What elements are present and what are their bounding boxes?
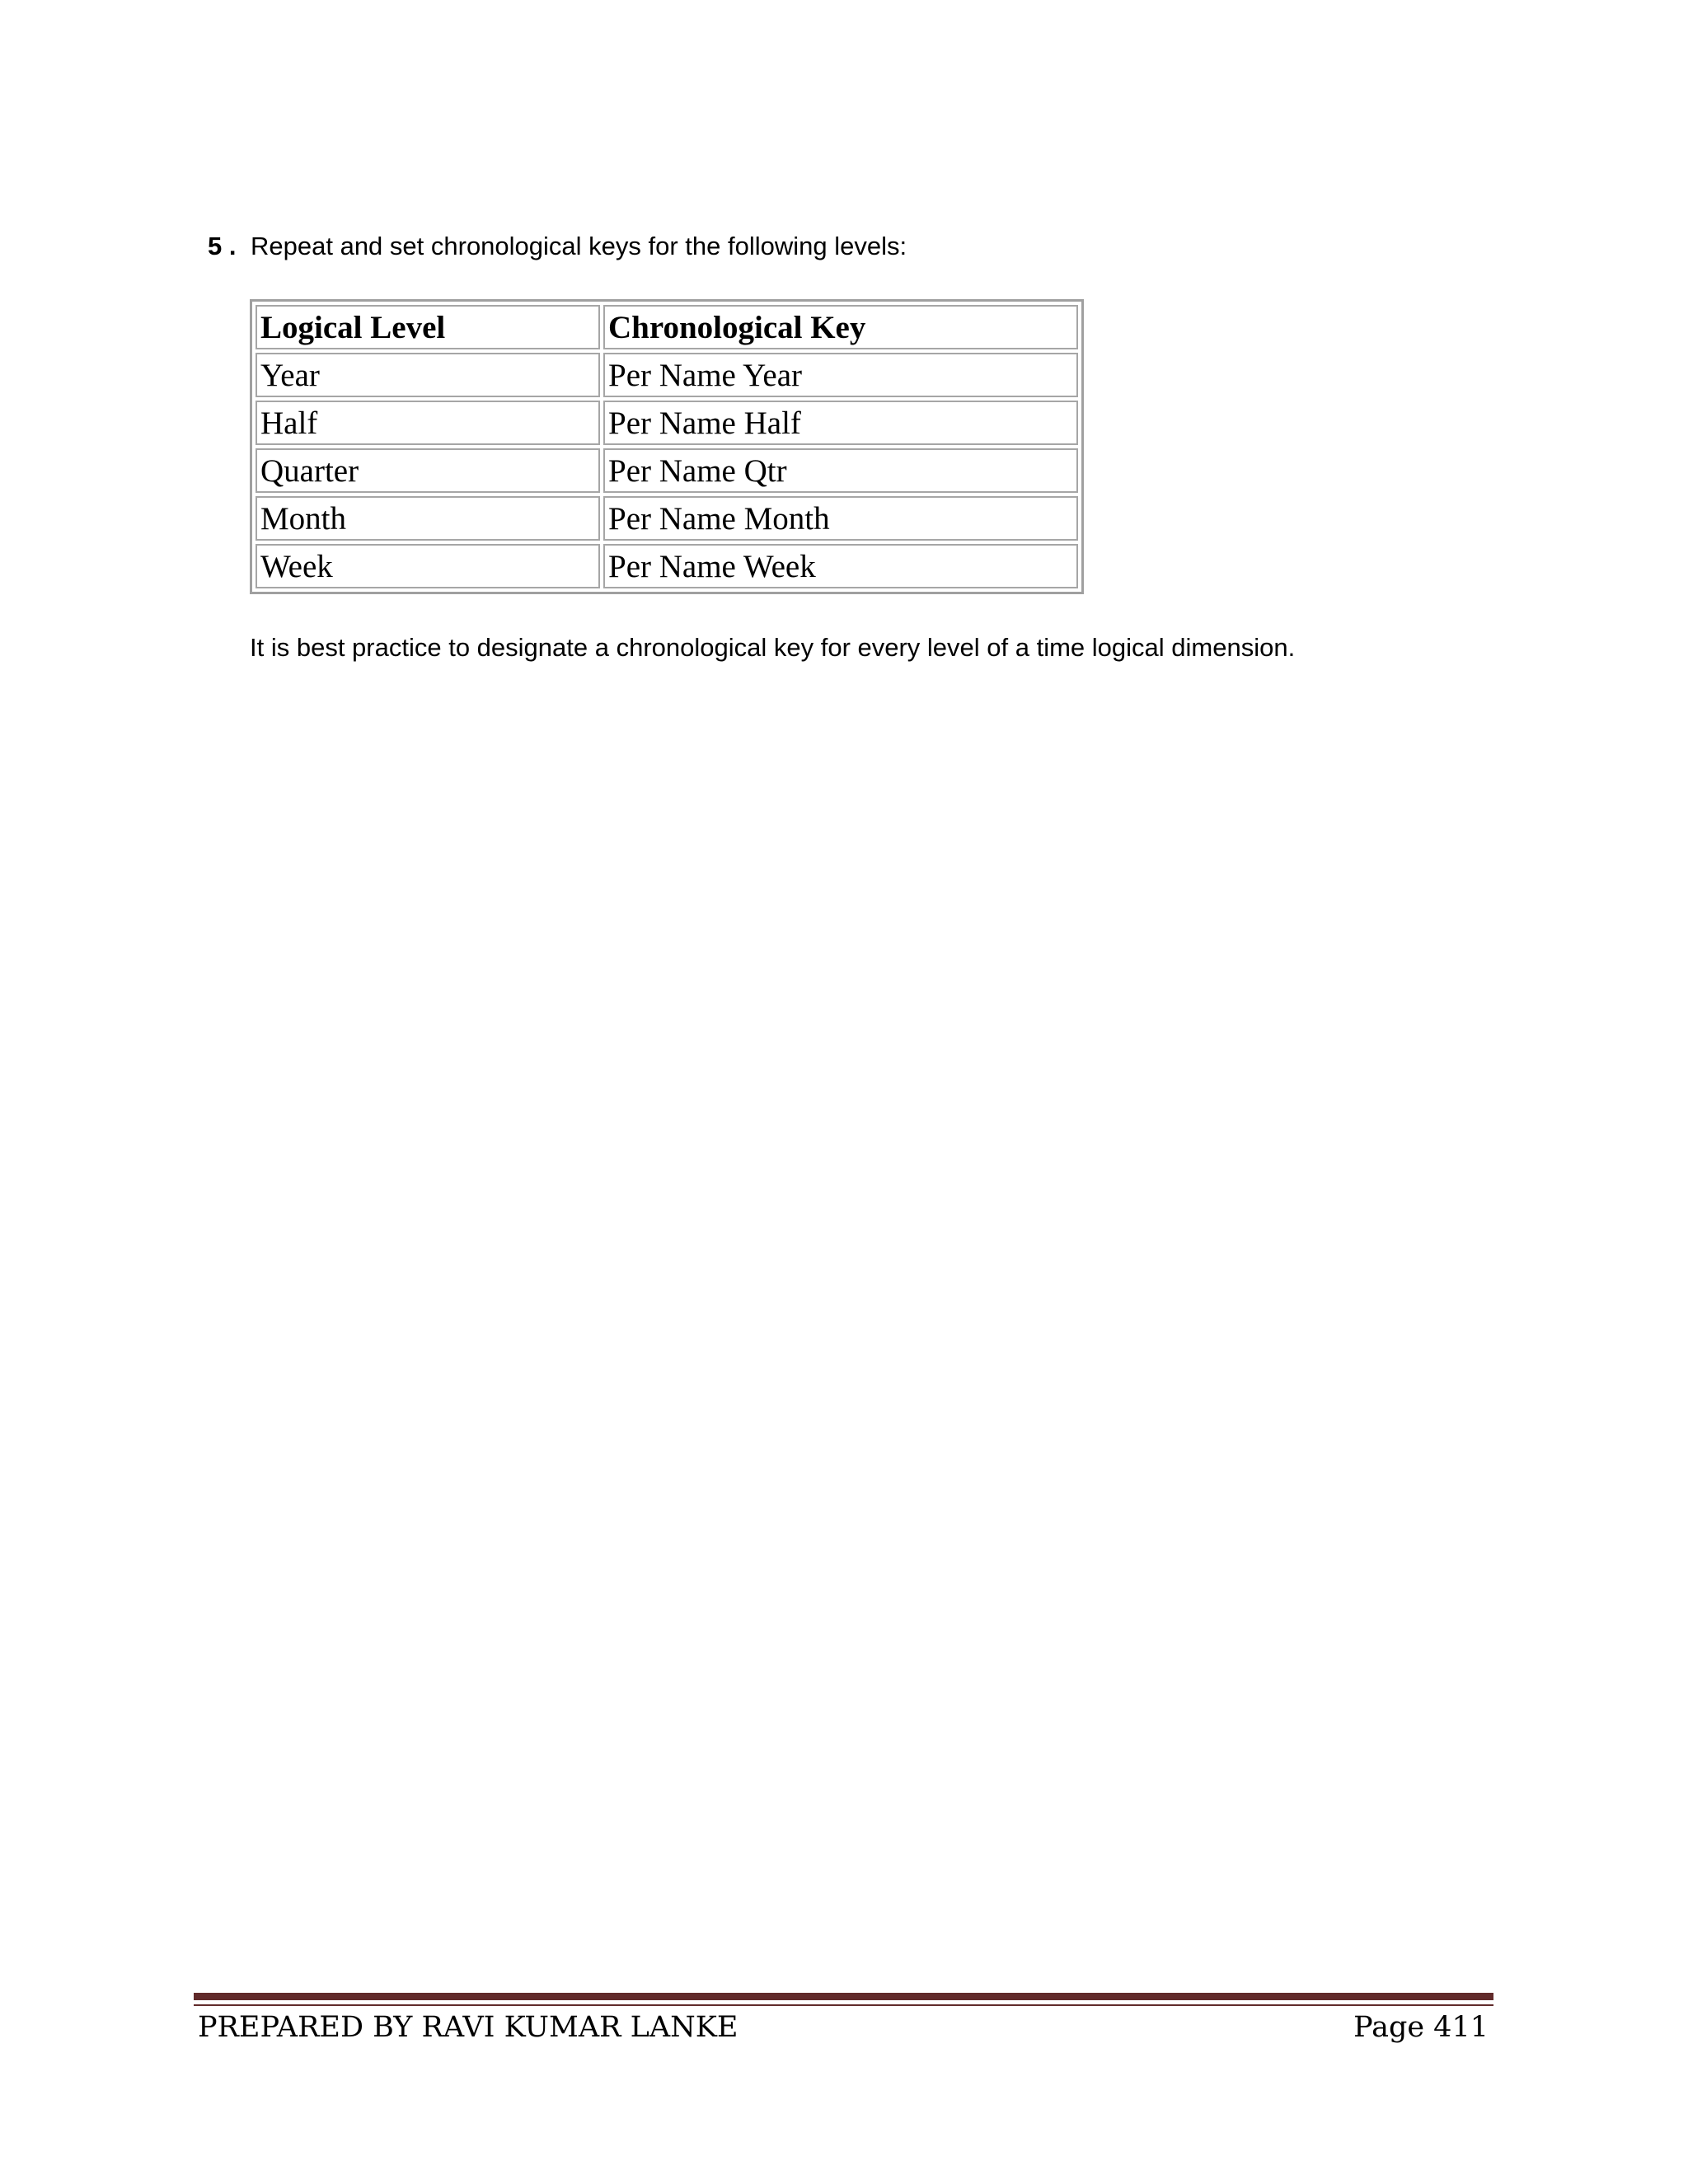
step-instruction [208, 230, 907, 263]
table-cell-key: Per Name Week [603, 544, 1078, 588]
chronological-key-table [250, 299, 1084, 594]
table-cell-level: Half [256, 401, 600, 445]
header-chronological-key: Chronological Key [603, 305, 1078, 349]
table-cell-key: Per Name Year [603, 353, 1078, 397]
table-row [256, 353, 1078, 397]
table-row [256, 401, 1078, 445]
step-text: Repeat and set chronological keys for the following levels: [251, 232, 907, 260]
table-row [256, 448, 1078, 493]
footer-author: PREPARED BY RAVI KUMAR LANKE [198, 2011, 738, 2044]
table-cell-level: Quarter [256, 448, 600, 493]
table-cell-key: Per Name Half [603, 401, 1078, 445]
table-header-row [256, 305, 1078, 349]
table-row [256, 544, 1078, 588]
table-cell-key: Per Name Qtr [603, 448, 1078, 493]
best-practice-note: It is best practice to designate a chronological key for every level of a time logical dimension. [250, 633, 1296, 662]
footer-page-number: Page 411 [1353, 2011, 1489, 2044]
table-cell-key: Per Name Month [603, 496, 1078, 541]
table-row [256, 496, 1078, 541]
table-cell-level: Week [256, 544, 600, 588]
table-cell-level: Month [256, 496, 600, 541]
table-cell-level: Year [256, 353, 600, 397]
header-logical-level: Logical Level [256, 305, 600, 349]
step-number: 5 . [208, 232, 237, 260]
footer-divider-thin [194, 2004, 1493, 2006]
footer-divider-thick [194, 1993, 1493, 2000]
